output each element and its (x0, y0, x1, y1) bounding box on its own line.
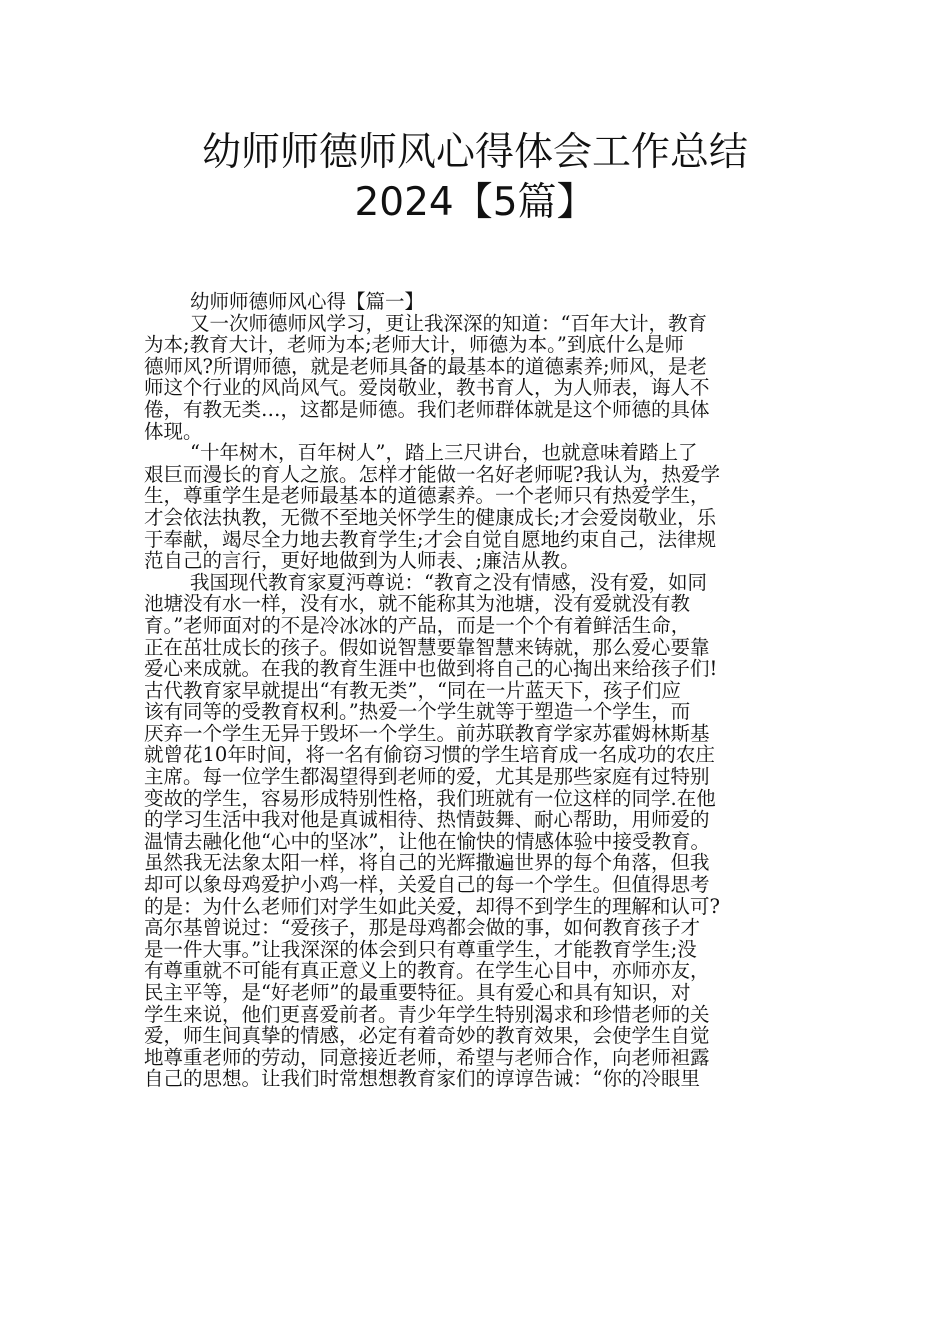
document-body (144, 291, 820, 1090)
body-text-line: 体现。 (144, 419, 203, 443)
body-text-line: 高尔基曾说过：“爱孩子，那是母鸡都会做的事，如何教育孩子才 (144, 916, 700, 940)
body-text-line: 学生来说，他们更喜爱前者。青少年学生特别渴求和珍惜老师的关 (144, 1002, 710, 1026)
body-text-line: 的学习生活中我对他是真诚相待、热情鼓舞、耐心帮助，用师爱的 (144, 808, 710, 832)
body-text-line: 生，尊重学生是老师最基本的道德素养。一个老师只有热爱学生， (144, 484, 710, 508)
body-text-line: 的是：为什么老师们对学生如此关爱，却得不到学生的理解和认可? (144, 894, 720, 918)
body-text-line: 德师风?所谓师德，就是老师具备的最基本的道德素养;师风，是老 (144, 354, 708, 378)
section-heading: 幼师师德师风心得【篇一】 (190, 290, 425, 313)
body-text-line: 虽然我无法象太阳一样，将自己的光辉撒遍世界的每个角落，但我 (144, 851, 710, 875)
body-text-line: 该有同等的受教育权利。”热爱一个学生就等于塑造一个学生，而 (144, 700, 691, 724)
document-title-line-1: 幼师师德师风心得体会工作总结 (201, 130, 748, 175)
body-text-line: 却可以象母鸡爱护小鸡一样，关爱自己的每一个学生。但值得思考 (144, 873, 710, 897)
body-text-line: 就曾花10年时间，将一名有偷窃习惯的学生培育成一名成功的农庄 (144, 743, 715, 767)
body-text-line: 变故的学生，容易形成特别性格，我们班就有一位这样的同学.在他 (144, 786, 716, 810)
body-text-line: 正在茁壮成长的孩子。假如说智慧要靠智慧来铸就，那么爱心要靠 (144, 635, 710, 659)
body-text-line: 于奉献，竭尽全力地去教育学生;才会自觉自愿地约束自己，法律规 (144, 527, 717, 551)
body-text-line: 古代教育家早就提出“有教无类”，“同在一片蓝天下，孩子们应 (144, 678, 681, 702)
body-text-line: 育。”老师面对的不是冷冰冰的产品，而是一个个有着鲜活生命， (144, 613, 691, 637)
body-text-line: 我国现代教育家夏沔尊说：“教育之没有情感，没有爱，如同 (190, 570, 707, 594)
body-text-line: 师这个行业的风尚风气。爱岗敬业，教书育人，为人师表，诲人不 (144, 376, 710, 400)
body-paragraphs (144, 313, 820, 1090)
body-text-line: 有尊重就不可能有真正意义上的教育。在学生心目中，亦师亦友， (144, 959, 710, 983)
body-text-line: 民主平等，是“好老师”的最重要特征。具有爱心和具有知识，对 (144, 981, 691, 1004)
body-text-line: 主席。每一位学生都渴望得到老师的爱，尤其是那些家庭有过特别 (144, 765, 710, 789)
body-text-line: 爱，师生间真挚的情感，必定有着奇妙的教育效果，会使学生自觉 (144, 1024, 710, 1048)
body-text-line: 为本;教育大计，老师为本;老师大计，师德为本。”到底什么是师 (144, 333, 684, 357)
body-text-line: 厌弃一个学生无异于毁坏一个学生。前苏联教育学家苏霍姆林斯基 (144, 721, 710, 745)
body-text-line: 是一件大事。”让我深深的体会到只有尊重学生，才能教育学生;没 (144, 937, 697, 961)
body-text-line: 范自己的言行，更好地做到为人师表、;廉洁从教。 (144, 549, 580, 573)
body-text-line: 温情去融化他“心中的坚冰”，让他在愉快的情感体验中接受教育。 (144, 829, 710, 853)
body-text-line: 又一次师德师风学习，更让我深深的知道：“百年大计，教育 (190, 311, 707, 335)
body-text-line: 地尊重老师的劳动，同意接近老师，希望与老师合作，向老师袒露 (144, 1045, 710, 1069)
body-text-line: 爱心来成就。在我的教育生涯中也做到将自己的心掏出来给孩子们! (144, 657, 718, 681)
body-text-line: 池塘没有水一样，没有水，就不能称其为池塘，没有爱就没有教 (144, 592, 691, 616)
body-text-line: 才会依法执教，无微不至地关怀学生的健康成长;才会爱岗敬业，乐 (144, 505, 717, 529)
body-text-line: 自己的思想。让我们时常想想教育家们的谆谆告诫：“你的冷眼里 (144, 1067, 700, 1091)
body-text-line: 倦，有教无类…，这都是师德。我们老师群体就是这个师德的具体 (144, 397, 710, 421)
document-title-line-2: 2024【5篇】 (354, 180, 596, 225)
body-text-line: 艰巨而漫长的育人之旅。怎样才能做一名好老师呢?我认为，热爱学 (144, 462, 720, 486)
body-text-line: “十年树木，百年树人”，踏上三尺讲台，也就意味着踏上了 (190, 441, 698, 465)
